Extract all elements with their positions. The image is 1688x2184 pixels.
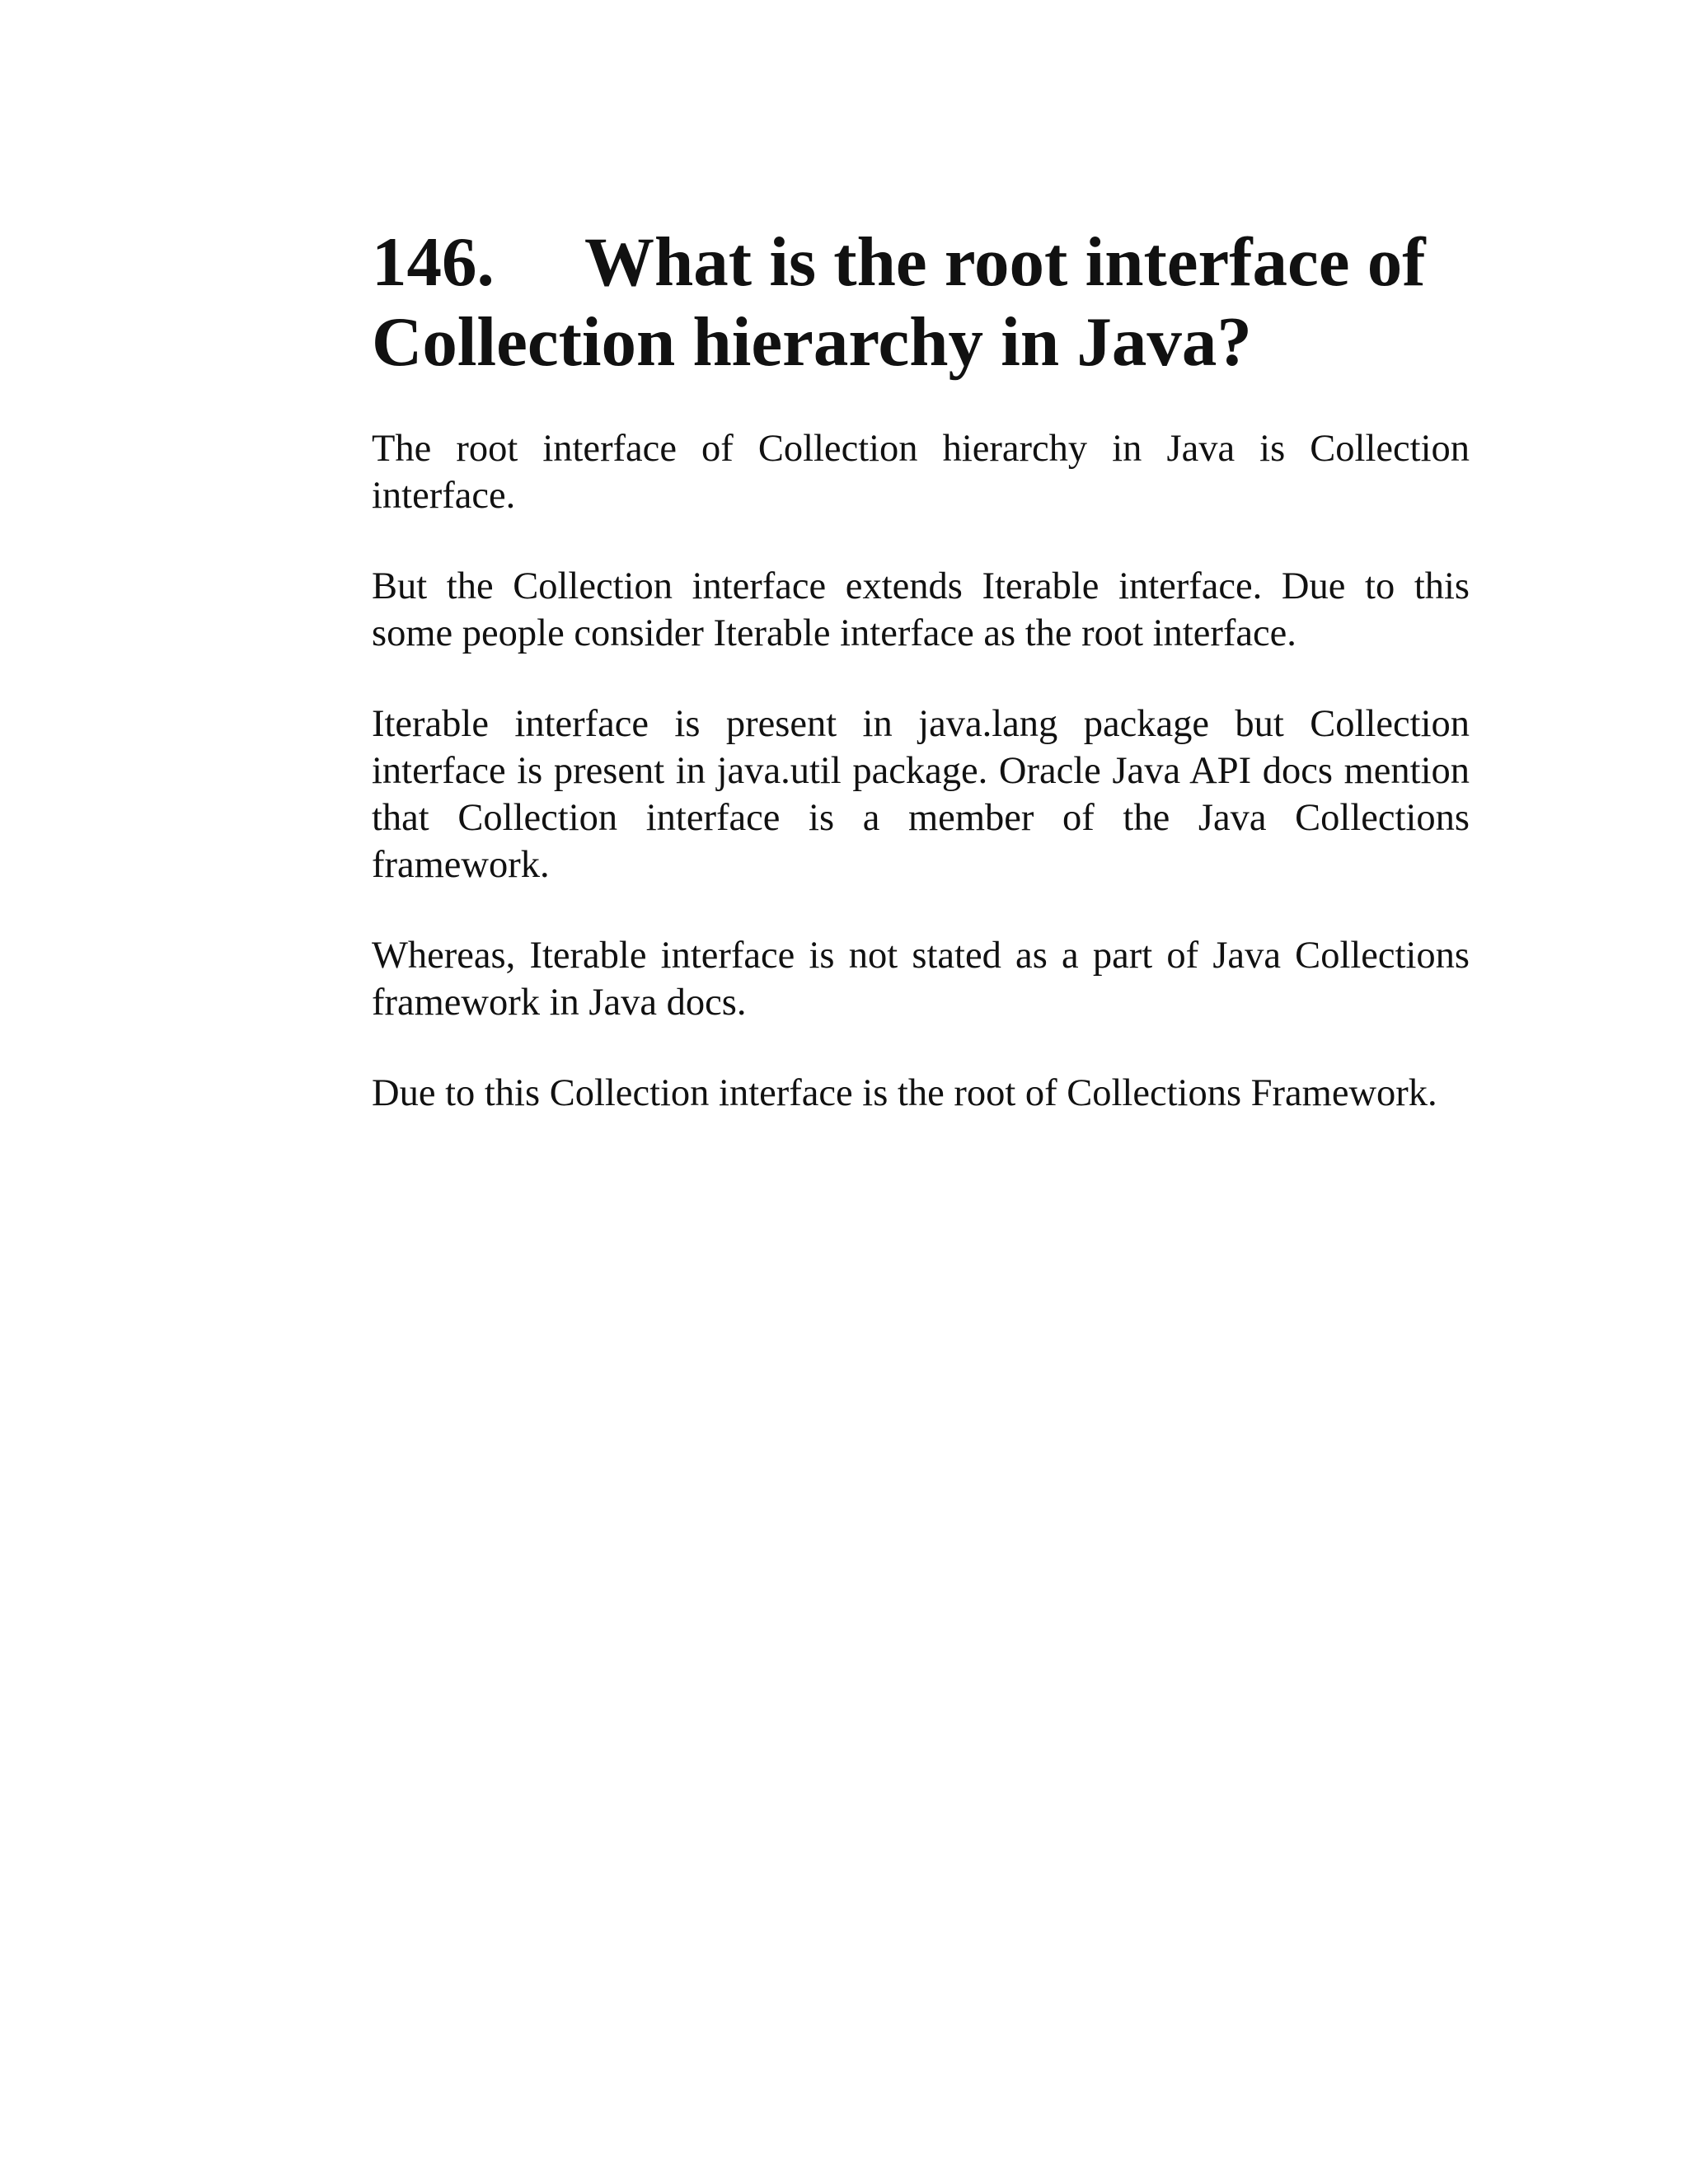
question-title: What is the root interface of Collection hierarchy in Java?: [372, 223, 1426, 381]
document-page: [372, 223, 1470, 1160]
answer-paragraph-4: Whereas, Iterable interface is not stated as a part of Java Collections framework in Java docs.: [372, 935, 1470, 1024]
answer-paragraph-3: Iterable interface is present in java.lang package but Collection interface is present in java.util package. Oracle Java API docs mention that Collection interface is a member of the Java Collections framework.: [372, 703, 1470, 886]
question-number: 146.: [372, 223, 495, 301]
question-heading: [372, 223, 1470, 382]
answer-paragraph-2: But the Collection interface extends Iterable interface. Due to this some people consider Iterable interface as the root interface.: [372, 565, 1470, 654]
answer-paragraph-1: The root interface of Collection hierarchy in Java is Collection interface.: [372, 428, 1470, 517]
answer-paragraph-5: Due to this Collection interface is the root of Collections Framework.: [372, 1072, 1437, 1114]
